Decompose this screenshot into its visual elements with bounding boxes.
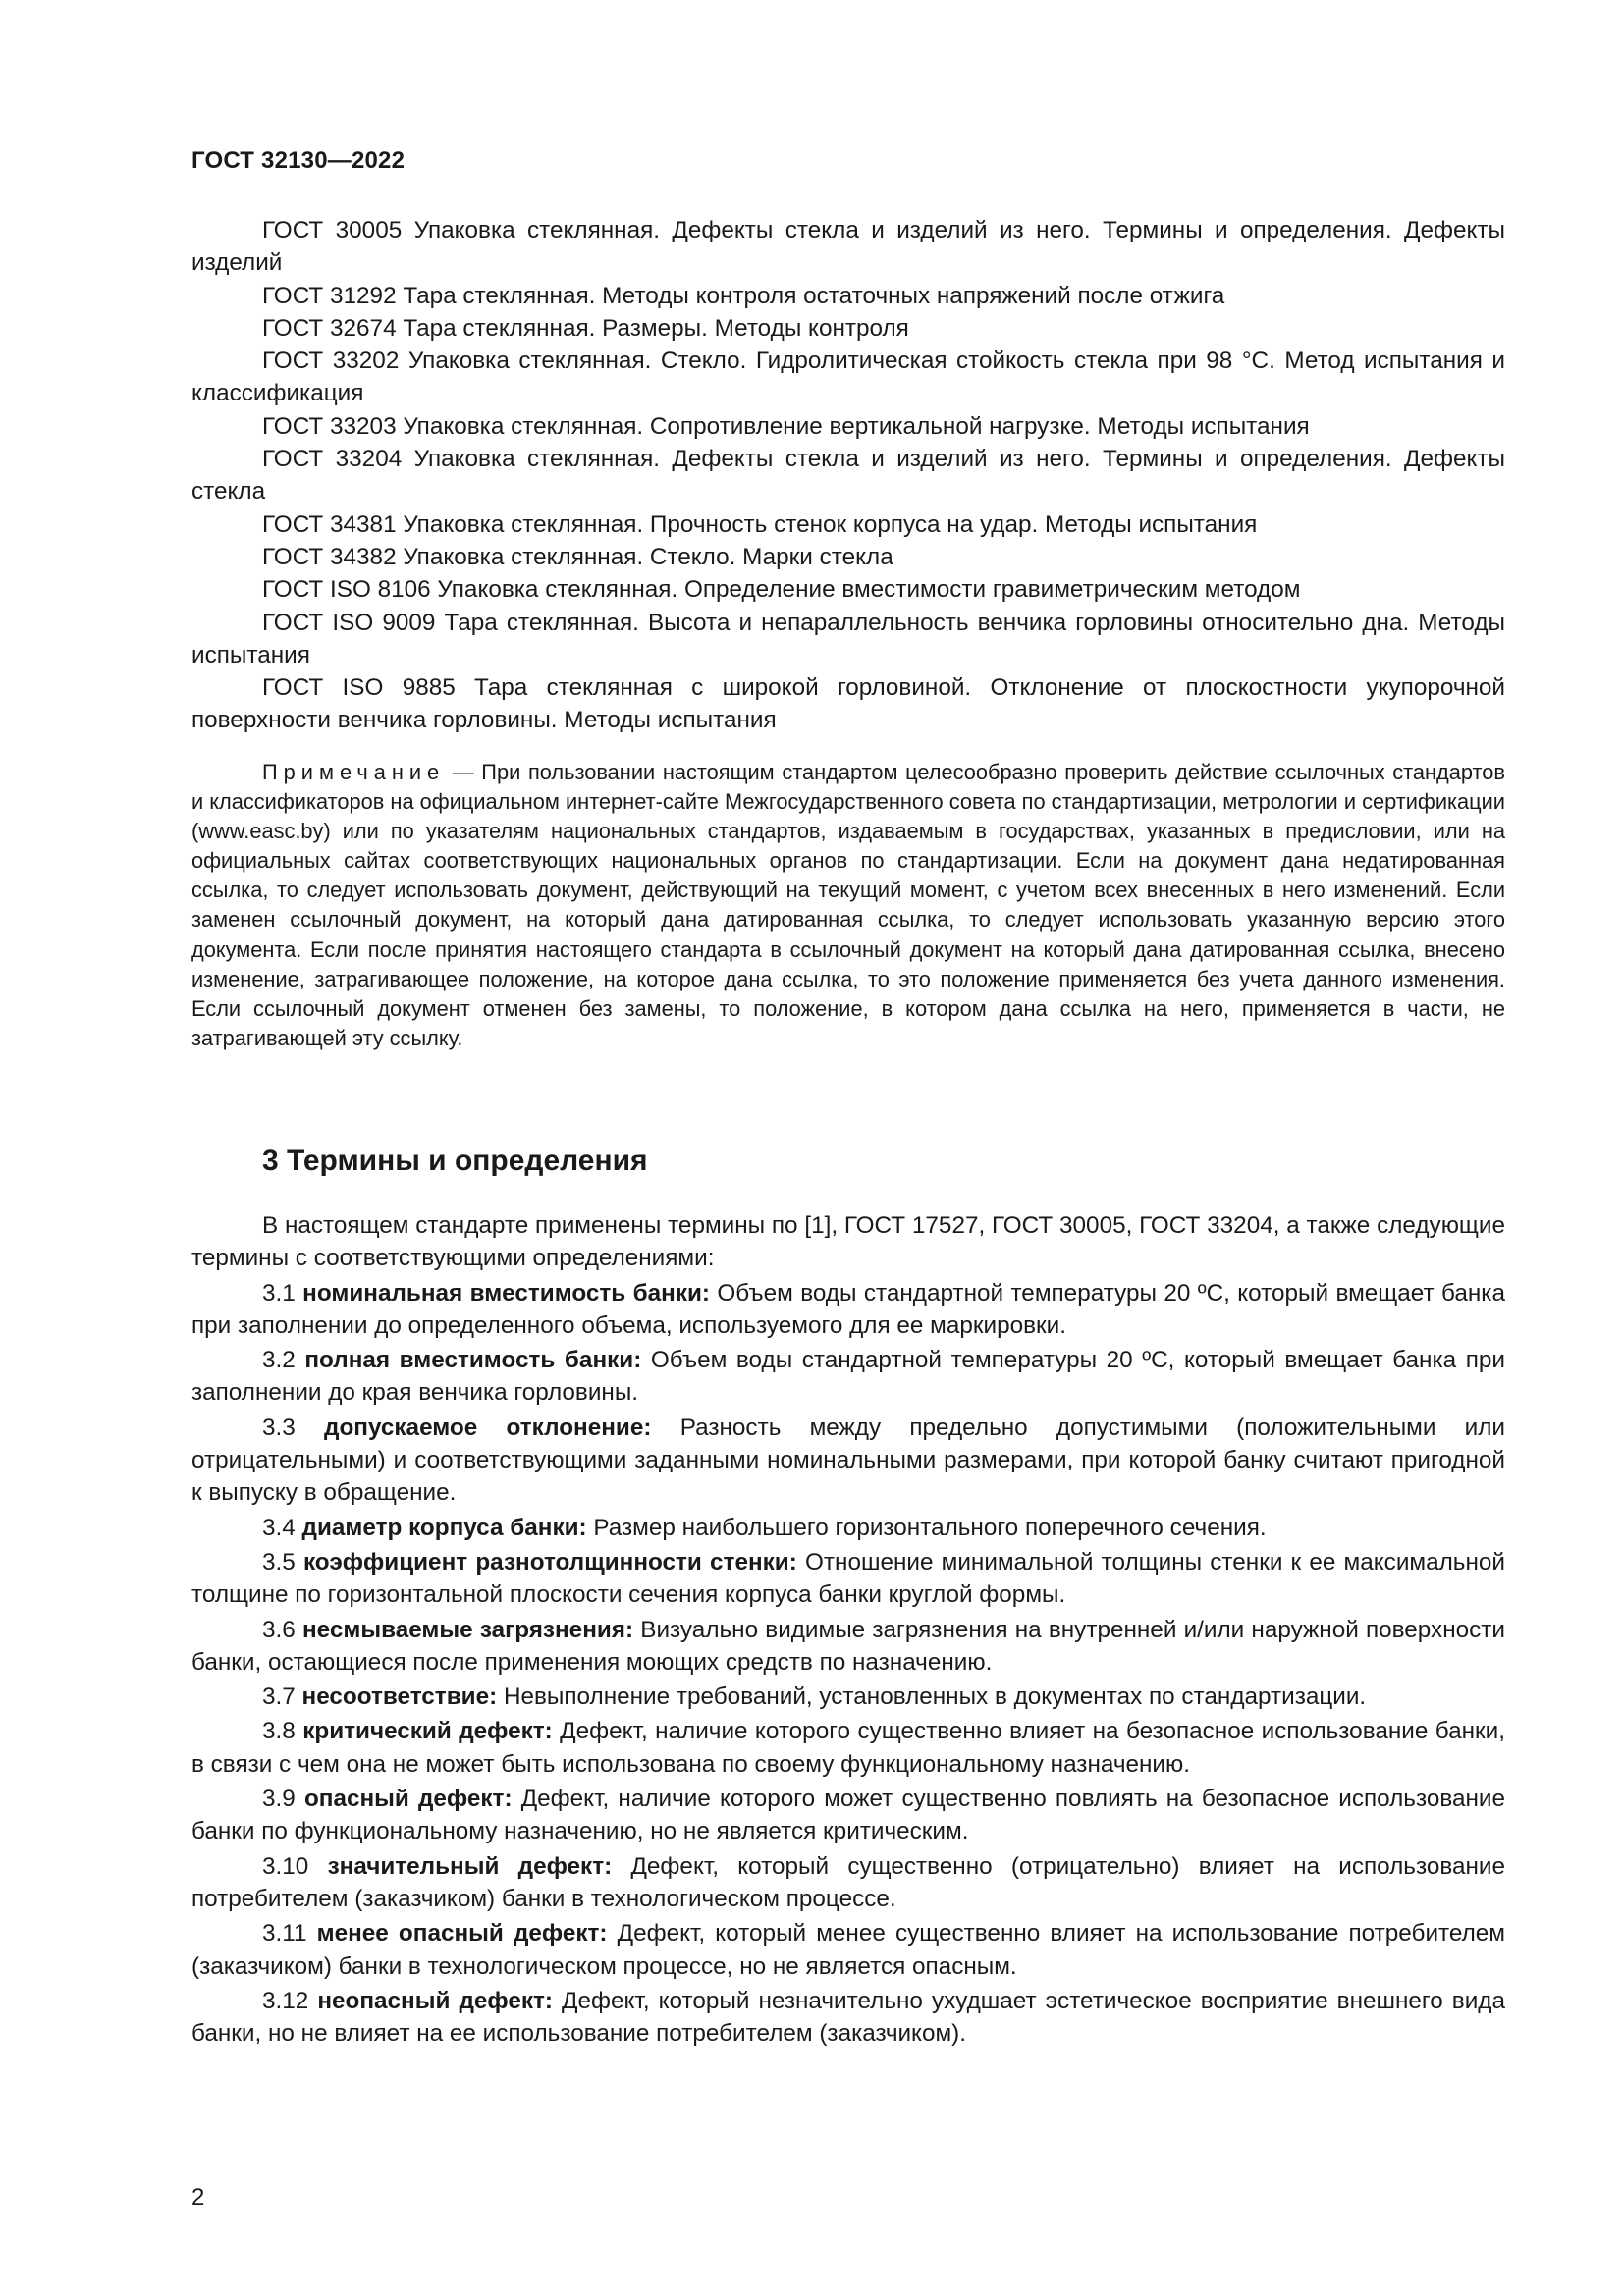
reference-item: ГОСТ 32674 Тара стеклянная. Размеры. Методы контроля — [262, 314, 909, 342]
term-item — [191, 1985, 1505, 2051]
reference-item: ГОСТ 33203 Упаковка стеклянная. Сопротивление вертикальной нагрузке. Методы испытания — [262, 412, 1310, 440]
reference-item: ГОСТ 33202 Упаковка стеклянная. Стекло. Гидролитическая стойкость стекла при 98 °С. Метод испытания и классификация — [191, 347, 1505, 407]
term-item — [191, 1850, 1505, 1916]
reference-item: ГОСТ 30005 Упаковка стеклянная. Дефекты стекла и изделий из него. Термины и определения. Дефекты изделий — [191, 217, 1505, 277]
term-number: 3.9 — [262, 1786, 296, 1813]
reference-item: ГОСТ 33204 Упаковка стеклянная. Дефекты стекла и изделий из него. Термины и определения. Дефекты стекла — [191, 446, 1505, 506]
document-code-header: ГОСТ 32130—2022 — [191, 147, 406, 174]
term-item — [191, 1412, 1505, 1510]
reference-item: ГОСТ ISO 9009 Тара стеклянная. Высота и непараллельность венчика горловины относительно дна. Методы испытания — [191, 609, 1505, 668]
term-number: 3.10 — [262, 1852, 309, 1880]
section-title: 3 Термины и определения — [262, 1145, 648, 1177]
reference-item: ГОСТ 34381 Упаковка стеклянная. Прочность стенок корпуса на удар. Методы испытания — [262, 510, 1258, 538]
term-definition: Визуально видимые загрязнения на внутренней и/или наружной поверхности банки, остающиеся после применения моющих средств по назначению. — [191, 1616, 1505, 1676]
term-name: менее опасный дефект: — [316, 1920, 608, 1948]
term-item — [191, 1277, 1505, 1343]
term-item — [191, 1614, 1505, 1680]
section-intro: В настоящем стандарте применены термины по [1], ГОСТ 17527, ГОСТ 30005, ГОСТ 33204, а также следующие термины с соответствующими определениями: — [191, 1212, 1505, 1272]
term-definition: Невыполнение требований, установленных в документах по стандартизации. — [503, 1683, 1367, 1711]
term-number: 3.5 — [262, 1548, 296, 1575]
term-number: 3.3 — [262, 1414, 296, 1441]
note-paragraph — [191, 758, 1505, 1053]
term-name: номинальная вместимость банки: — [302, 1279, 711, 1307]
term-item — [191, 1546, 1505, 1612]
term-item — [191, 1917, 1505, 1983]
reference-item: ГОСТ ISO 9885 Тара стеклянная с широкой горловиной. Отклонение от плоскостности укупорочной поверхности венчика горловины. Методы испытания — [191, 674, 1505, 734]
term-name: полная вместимость банки: — [304, 1347, 642, 1374]
term-item — [191, 1512, 1505, 1544]
reference-item: ГОСТ 31292 Тара стеклянная. Методы контроля остаточных напряжений после отжига — [262, 282, 1225, 309]
term-definition: Отношение минимальной толщины стенки к ее максимальной толщине по горизонтальной плоскости сечения корпуса банки круглой формы. — [191, 1548, 1505, 1609]
term-name: несоответствие: — [301, 1683, 498, 1711]
terms-list — [191, 1209, 1505, 2050]
term-number: 3.1 — [262, 1279, 296, 1307]
document-page — [191, 0, 1505, 2296]
term-definition: Дефект, который существенно (отрицательно) влияет на использование потребителем (заказчиком) банки в технологическом процессе. — [191, 1852, 1505, 1912]
term-name: диаметр корпуса банки: — [301, 1514, 587, 1541]
term-name: критический дефект: — [302, 1718, 553, 1745]
term-name: коэффициент разнотолщинности стенки: — [302, 1548, 797, 1575]
note-label: Примечание — [262, 760, 446, 784]
term-name: значительный дефект: — [327, 1852, 613, 1880]
term-definition: Дефект, который незначительно ухудшает эстетическое восприятие внешнего вида банки, но не влияет на ее использование потребителем (заказчиком). — [191, 1987, 1505, 2048]
term-definition: Дефект, который менее существенно влияет на использование потребителем (заказчиком) банки в технологическом процессе, но не является опасным. — [191, 1920, 1505, 1980]
reference-item: ГОСТ ISO 8106 Упаковка стеклянная. Определение вместимости гравиметрическим методом — [262, 576, 1301, 604]
term-definition: Дефект, наличие которого существенно влияет на безопасное использование банки, в связи с чем она не может быть использована по своему функциональному назначению. — [191, 1718, 1505, 1778]
term-definition: Объем воды стандартной температуры 20 ºС, который вмещает банка при заполнении до определенного объема, используемого для ее маркировки. — [191, 1279, 1505, 1339]
term-number: 3.7 — [262, 1683, 296, 1711]
term-name: неопасный дефект: — [317, 1987, 553, 2014]
term-definition: Размер наибольшего горизонтального поперечного сечения. — [593, 1514, 1267, 1541]
page-number: 2 — [191, 2184, 205, 2211]
term-definition: Объем воды стандартной температуры 20 ºС, который вмещает банка при заполнении до края венчика горловины. — [191, 1347, 1505, 1407]
term-number: 3.4 — [262, 1514, 296, 1541]
term-number: 3.6 — [262, 1616, 296, 1643]
term-name: допускаемое отклонение: — [324, 1414, 652, 1441]
reference-item: ГОСТ 34382 Упаковка стеклянная. Стекло. Марки стекла — [262, 543, 893, 570]
term-number: 3.12 — [262, 1987, 309, 2014]
term-definition: Дефект, наличие которого может существенно повлиять на безопасное использование банки по функциональному назначению, но не является критическим. — [191, 1786, 1505, 1845]
term-item — [191, 1344, 1505, 1410]
normative-references-list — [191, 214, 1505, 737]
term-number: 3.8 — [262, 1718, 296, 1745]
term-item — [191, 1783, 1505, 1848]
term-item — [191, 1715, 1505, 1781]
term-item — [191, 1681, 1505, 1713]
term-definition: Разность между предельно допустимыми (положительными или отрицательными) и соответствующими заданными номинальными размерами, при которой банку считают пригодной к выпуску в обращение. — [191, 1414, 1506, 1507]
term-number: 3.2 — [262, 1347, 296, 1374]
term-name: опасный дефект: — [303, 1786, 513, 1813]
term-number: 3.11 — [262, 1920, 307, 1948]
note-text: — При пользовании настоящим стандартом целесообразно проверить действие ссылочных стандартов и классификаторов на официальном интернет-сайте Межгосударственного совета по стандартизации, метрологии и сертификации (www.easc.by) или по указателям национальных стандартов, издаваемым в государствах, указанных в предисловии, или на официальных сайтах соответствующих национальных органов по стандартизации. Если на документ дана недатированная ссылка, то следует использовать документ, действующий на текущий момент, с учетом всех внесенных в него изменений. Если заменен ссылочный документ, на который дана датированная ссылка, то следует использовать указанную версию этого документа. Если после принятия настоящего стандарта в ссылочный документ на который дана датированная ссылка, внесено изменение, затрагивающее положение, на которое дана ссылка, то это положение применяется без учета данного изменения. Если ссылочный документ отменен без замены, то положение, в котором дана ссылка на него, применяется в части, не затрагивающей эту ссылку. — [191, 760, 1505, 1050]
term-name: несмываемые загрязнения: — [301, 1616, 634, 1643]
